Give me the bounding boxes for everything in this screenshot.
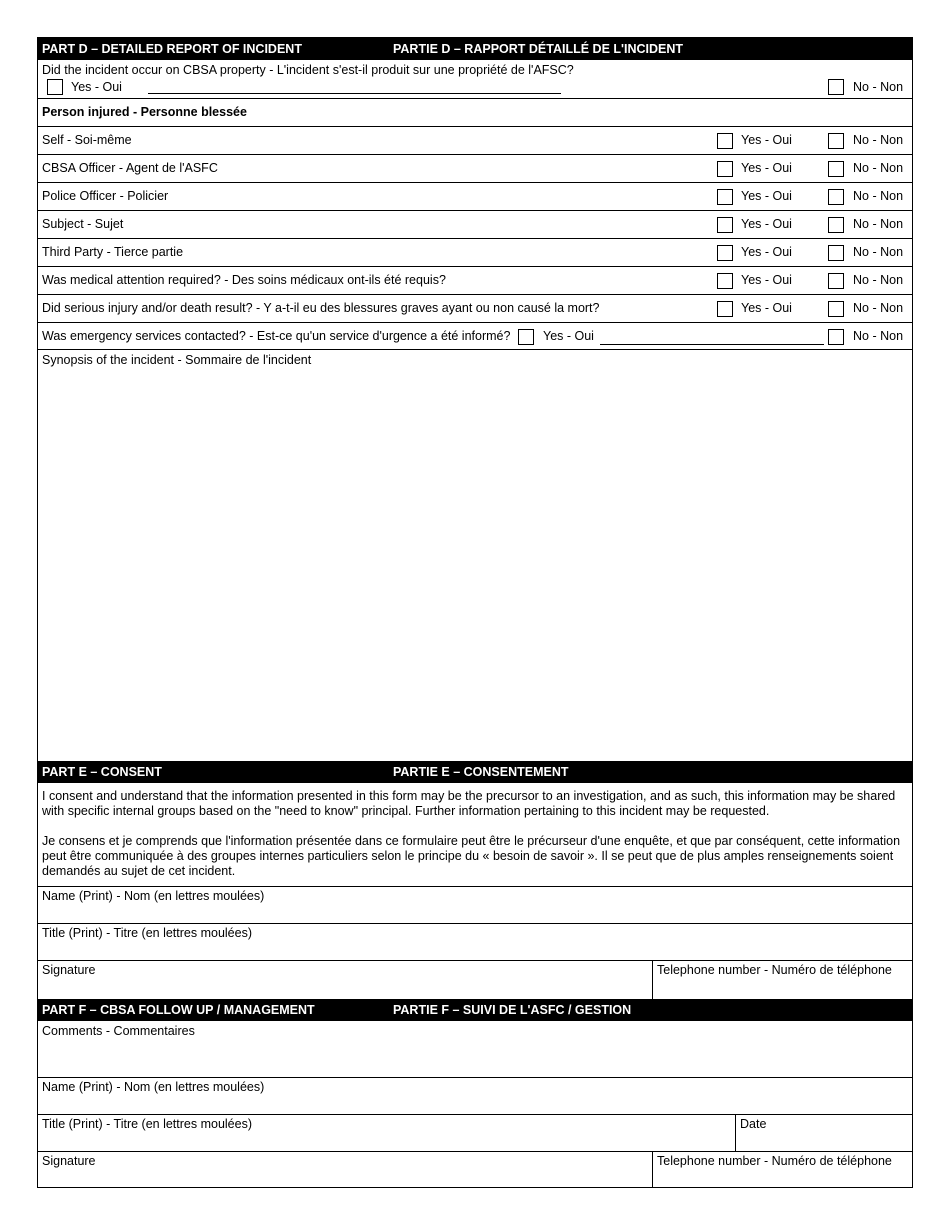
emergency-yes-label: Yes - Oui	[543, 329, 594, 343]
comments-field[interactable]	[38, 1021, 912, 1078]
cbsa-officer-label: CBSA Officer - Agent de l'ASFC	[42, 161, 218, 175]
part-f-title-fr: PARTIE F – SUIVI DE L'ASFC / GESTION	[393, 1003, 632, 1017]
self-yes-checkbox[interactable]	[717, 133, 733, 149]
part-f-phone-label: Telephone number - Numéro de téléphone	[657, 1154, 892, 1168]
part-f-signature-row	[38, 1152, 912, 1187]
cbsa-officer-row	[38, 155, 912, 183]
part-d-title-fr: PARTIE D – RAPPORT DÉTAILLÉ DE L'INCIDENT	[393, 42, 684, 56]
part-f-title-date-row	[38, 1115, 912, 1152]
part-e-header	[38, 761, 912, 783]
subject-row	[38, 211, 912, 239]
medical-attention-no-label: No - Non	[853, 273, 904, 287]
serious-injury-label: Did serious injury and/or death result? - Y a-t-il eu des blessures graves ayant ou non causé la mort?	[42, 301, 600, 315]
part-e-name-field[interactable]	[38, 887, 912, 924]
part-e-title-field[interactable]	[38, 924, 912, 961]
part-f-signature-divider	[652, 1152, 653, 1187]
third-party-yes-checkbox[interactable]	[717, 245, 733, 261]
emergency-details-line[interactable]	[600, 344, 824, 345]
self-no-label: No - Non	[853, 133, 904, 147]
police-officer-yes-checkbox[interactable]	[717, 189, 733, 205]
cbsa-officer-no-checkbox[interactable]	[828, 161, 844, 177]
part-e-signature-row	[38, 961, 912, 999]
synopsis-label: Synopsis of the incident - Sommaire de l'incident	[42, 353, 312, 367]
property-no-checkbox[interactable]	[828, 79, 844, 95]
part-e-signature-divider	[652, 961, 653, 999]
part-f-name-field[interactable]	[38, 1078, 912, 1115]
third-party-label: Third Party - Tierce partie	[42, 245, 184, 259]
emergency-services-label: Was emergency services contacted? - Est-ce qu'un service d'urgence a été informé?	[42, 329, 511, 343]
part-e-signature-label: Signature	[42, 963, 96, 977]
subject-yes-checkbox[interactable]	[717, 217, 733, 233]
self-yes-label: Yes - Oui	[741, 133, 792, 147]
police-officer-label: Police Officer - Policier	[42, 189, 169, 203]
cbsa-officer-yes-label: Yes - Oui	[741, 161, 792, 175]
person-injured-heading-row	[38, 99, 912, 127]
property-details-line[interactable]	[148, 93, 561, 94]
part-f-date-label: Date	[740, 1117, 767, 1131]
subject-label: Subject - Sujet	[42, 217, 124, 231]
incident-report-form	[37, 37, 913, 1188]
synopsis-field[interactable]	[38, 350, 912, 761]
comments-label: Comments - Commentaires	[42, 1024, 195, 1038]
part-f-name-label: Name (Print) - Nom (en lettres moulées)	[42, 1080, 265, 1094]
police-officer-row	[38, 183, 912, 211]
medical-attention-label: Was medical attention required? - Des soins médicaux ont-ils été requis?	[42, 273, 446, 287]
medical-attention-yes-label: Yes - Oui	[741, 273, 792, 287]
part-f-header	[38, 999, 912, 1021]
emergency-no-label: No - Non	[853, 329, 904, 343]
consent-text-fr: Je consens et je comprends que l'information présentée dans ce formulaire peut être le précurseur d'une enquête, et que par conséquent, cette information peut être communiquée à des groupes internes particuliers selon le principe du « besoin de savoir ». Il se peut que de plus amples renseignements soient demandés au sujet de cet incident.	[42, 834, 901, 878]
medical-attention-no-checkbox[interactable]	[828, 273, 844, 289]
part-f-title-label: Title (Print) - Titre (en lettres moulées)	[42, 1117, 253, 1131]
property-question-row	[38, 60, 912, 99]
serious-injury-yes-label: Yes - Oui	[741, 301, 792, 315]
part-e-title-label: Title (Print) - Titre (en lettres moulées)	[42, 926, 253, 940]
serious-injury-row	[38, 295, 912, 323]
police-officer-yes-label: Yes - Oui	[741, 189, 792, 203]
part-e-title-fr: PARTIE E – CONSENTEMENT	[393, 765, 569, 779]
police-officer-no-label: No - Non	[853, 189, 904, 203]
property-yes-checkbox[interactable]	[47, 79, 63, 95]
part-d-header	[38, 38, 912, 60]
medical-attention-row	[38, 267, 912, 295]
person-injured-heading: Person injured - Personne blessée	[42, 105, 247, 119]
emergency-no-checkbox[interactable]	[828, 329, 844, 345]
consent-text-en: I consent and understand that the information presented in this form may be the precursor to an investigation, and as such, this information may be shared with specific internal groups based on the "need to know" principal. Further information pertaining to this incident may be requested.	[42, 789, 896, 818]
medical-attention-yes-checkbox[interactable]	[717, 273, 733, 289]
police-officer-no-checkbox[interactable]	[828, 189, 844, 205]
emergency-services-row	[38, 323, 912, 350]
part-f-signature-label: Signature	[42, 1154, 96, 1168]
subject-no-label: No - Non	[853, 217, 904, 231]
part-e-title-en: PART E – CONSENT	[42, 765, 162, 779]
self-label: Self - Soi-même	[42, 133, 132, 147]
cbsa-officer-no-label: No - Non	[853, 161, 904, 175]
subject-yes-label: Yes - Oui	[741, 217, 792, 231]
self-row	[38, 127, 912, 155]
third-party-yes-label: Yes - Oui	[741, 245, 792, 259]
part-f-date-divider	[735, 1115, 736, 1152]
emergency-yes-checkbox[interactable]	[518, 329, 534, 345]
third-party-no-checkbox[interactable]	[828, 245, 844, 261]
part-f-title-en: PART F – CBSA FOLLOW UP / MANAGEMENT	[42, 1003, 315, 1017]
property-yes-label: Yes - Oui	[71, 80, 122, 94]
third-party-no-label: No - Non	[853, 245, 904, 259]
subject-no-checkbox[interactable]	[828, 217, 844, 233]
property-no-label: No - Non	[853, 80, 904, 94]
serious-injury-yes-checkbox[interactable]	[717, 301, 733, 317]
property-question-label: Did the incident occur on CBSA property - L'incident s'est-il produit sur une propriété de l'AFSC?	[42, 63, 574, 77]
part-e-phone-label: Telephone number - Numéro de téléphone	[657, 963, 892, 977]
part-e-name-label: Name (Print) - Nom (en lettres moulées)	[42, 889, 265, 903]
part-d-title-en: PART D – DETAILED REPORT OF INCIDENT	[42, 42, 302, 56]
consent-text-block	[38, 783, 912, 887]
serious-injury-no-label: No - Non	[853, 301, 904, 315]
serious-injury-no-checkbox[interactable]	[828, 301, 844, 317]
cbsa-officer-yes-checkbox[interactable]	[717, 161, 733, 177]
third-party-row	[38, 239, 912, 267]
self-no-checkbox[interactable]	[828, 133, 844, 149]
